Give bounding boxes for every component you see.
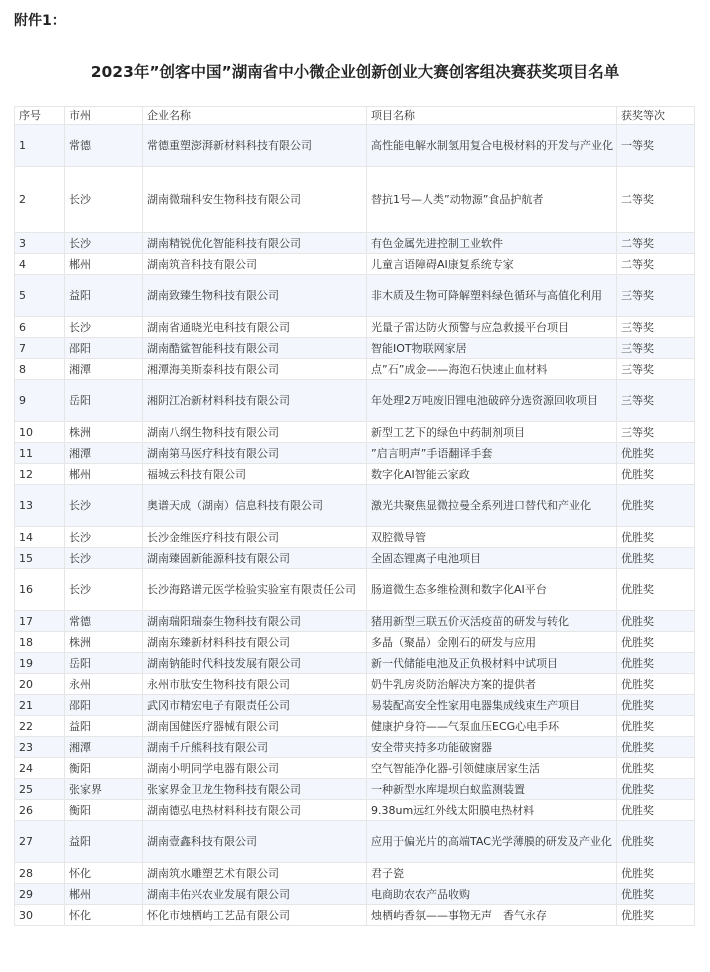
cell-city: 岳阳 — [65, 653, 143, 674]
cell-city: 邵阳 — [65, 338, 143, 359]
cell-city: 郴州 — [65, 254, 143, 275]
cell-company: 湘阴江冶新材料科技有限公司 — [143, 380, 367, 422]
cell-project: 奶牛乳房炎防治解决方案的提供者 — [367, 674, 617, 695]
cell-company: 湖南东臻新材料科技有限公司 — [143, 632, 367, 653]
table-row — [15, 167, 695, 233]
cell-company: 湖南酷鲨智能科技有限公司 — [143, 338, 367, 359]
cell-no: 4 — [15, 254, 65, 275]
cell-no: 30 — [15, 905, 65, 926]
cell-city: 长沙 — [65, 167, 143, 233]
cell-city: 怀化 — [65, 863, 143, 884]
cell-city: 邵阳 — [65, 695, 143, 716]
cell-award: 三等奖 — [617, 359, 695, 380]
cell-award: 优胜奖 — [617, 884, 695, 905]
cell-no: 18 — [15, 632, 65, 653]
header-company: 企业名称 — [143, 107, 367, 125]
cell-city: 怀化 — [65, 905, 143, 926]
cell-project: 猪用新型三联五价灭活疫苗的研发与转化 — [367, 611, 617, 632]
cell-award: 优胜奖 — [617, 863, 695, 884]
cell-no: 14 — [15, 527, 65, 548]
cell-award: 优胜奖 — [617, 485, 695, 527]
cell-project: 一种新型水库堤坝白蚁监测装置 — [367, 779, 617, 800]
cell-city: 长沙 — [65, 548, 143, 569]
cell-no: 5 — [15, 275, 65, 317]
table-row — [15, 632, 695, 653]
cell-no: 24 — [15, 758, 65, 779]
cell-project: 健康护身符——气泵血压ECG心电手环 — [367, 716, 617, 737]
cell-no: 28 — [15, 863, 65, 884]
cell-award: 优胜奖 — [617, 653, 695, 674]
cell-no: 16 — [15, 569, 65, 611]
table-row — [15, 125, 695, 167]
cell-project: 儿童言语障碍AI康复系统专家 — [367, 254, 617, 275]
cell-no: 29 — [15, 884, 65, 905]
cell-project: 烛栖屿香氛——事物无声 香气永存 — [367, 905, 617, 926]
header-no: 序号 — [15, 107, 65, 125]
cell-award: 优胜奖 — [617, 464, 695, 485]
cell-city: 衡阳 — [65, 758, 143, 779]
cell-no: 7 — [15, 338, 65, 359]
cell-project: 双腔微导管 — [367, 527, 617, 548]
cell-city: 株洲 — [65, 422, 143, 443]
table-row — [15, 569, 695, 611]
cell-award: 优胜奖 — [617, 632, 695, 653]
table-row — [15, 716, 695, 737]
cell-city: 岳阳 — [65, 380, 143, 422]
table-row — [15, 905, 695, 926]
table-row — [15, 464, 695, 485]
cell-no: 9 — [15, 380, 65, 422]
cell-company: 湖南丰佑兴农业发展有限公司 — [143, 884, 367, 905]
cell-project: 应用于偏光片的高端TAC光学薄膜的研发及产业化 — [367, 821, 617, 863]
cell-project: 点”石”成金——海泡石快速止血材料 — [367, 359, 617, 380]
table-row — [15, 695, 695, 716]
table-row — [15, 380, 695, 422]
cell-city: 常德 — [65, 125, 143, 167]
attachment-label: 附件1： — [14, 13, 66, 29]
table-row — [15, 527, 695, 548]
cell-award: 优胜奖 — [617, 443, 695, 464]
cell-no: 20 — [15, 674, 65, 695]
table-row — [15, 338, 695, 359]
header-award: 获奖等次 — [617, 107, 695, 125]
cell-company: 湖南德弘电热材料科技有限公司 — [143, 800, 367, 821]
cell-project: 替抗1号—人类”动物源”食品护航者 — [367, 167, 617, 233]
cell-city: 益阳 — [65, 275, 143, 317]
cell-company: 湖南精锐优化智能科技有限公司 — [143, 233, 367, 254]
cell-project: 数字化AI智能云家政 — [367, 464, 617, 485]
cell-no: 1 — [15, 125, 65, 167]
cell-no: 2 — [15, 167, 65, 233]
cell-no: 10 — [15, 422, 65, 443]
cell-award: 优胜奖 — [617, 716, 695, 737]
cell-city: 张家界 — [65, 779, 143, 800]
cell-company: 湖南八纲生物科技有限公司 — [143, 422, 367, 443]
cell-project: 新型工艺下的绿色中药制剂项目 — [367, 422, 617, 443]
cell-city: 湘潭 — [65, 737, 143, 758]
cell-no: 23 — [15, 737, 65, 758]
cell-award: 三等奖 — [617, 380, 695, 422]
table-row — [15, 821, 695, 863]
table-header-row — [15, 107, 695, 125]
cell-project: 9.38um远红外线太阳膜电热材料 — [367, 800, 617, 821]
cell-city: 株洲 — [65, 632, 143, 653]
table-row — [15, 254, 695, 275]
cell-company: 张家界金卫龙生物科技有限公司 — [143, 779, 367, 800]
cell-city: 长沙 — [65, 317, 143, 338]
cell-project: 激光共聚焦显微拉曼全系列进口替代和产业化 — [367, 485, 617, 527]
cell-no: 17 — [15, 611, 65, 632]
cell-award: 三等奖 — [617, 275, 695, 317]
cell-no: 21 — [15, 695, 65, 716]
cell-no: 25 — [15, 779, 65, 800]
cell-project: 空气智能净化器-引领健康居家生活 — [367, 758, 617, 779]
table-row — [15, 422, 695, 443]
cell-project: 全固态锂离子电池项目 — [367, 548, 617, 569]
cell-project: 非木质及生物可降解塑料绿色循环与高值化利用 — [367, 275, 617, 317]
cell-project: 肠道微生态多维检测和数字化AI平台 — [367, 569, 617, 611]
cell-project: 易装配高安全性家用电器集成线束生产项目 — [367, 695, 617, 716]
table-row — [15, 611, 695, 632]
cell-city: 湘潭 — [65, 359, 143, 380]
header-project: 项目名称 — [367, 107, 617, 125]
cell-award: 优胜奖 — [617, 674, 695, 695]
cell-project: 光量子雷达防火预警与应急救援平台项目 — [367, 317, 617, 338]
cell-no: 19 — [15, 653, 65, 674]
cell-award: 优胜奖 — [617, 905, 695, 926]
cell-company: 湖南国健医疗器械有限公司 — [143, 716, 367, 737]
table-row — [15, 443, 695, 464]
table-row — [15, 737, 695, 758]
cell-award: 三等奖 — [617, 338, 695, 359]
table-row — [15, 317, 695, 338]
cell-award: 优胜奖 — [617, 527, 695, 548]
cell-project: ”启言明声”手语翻译手套 — [367, 443, 617, 464]
cell-company: 福城云科技有限公司 — [143, 464, 367, 485]
cell-no: 27 — [15, 821, 65, 863]
cell-project: 智能IOT物联网家居 — [367, 338, 617, 359]
cell-award: 优胜奖 — [617, 779, 695, 800]
table-row — [15, 779, 695, 800]
cell-no: 15 — [15, 548, 65, 569]
cell-company: 怀化市烛栖屿工艺品有限公司 — [143, 905, 367, 926]
cell-project: 有色金属先进控制工业软件 — [367, 233, 617, 254]
cell-company: 湖南致臻生物科技有限公司 — [143, 275, 367, 317]
cell-project: 君子瓷 — [367, 863, 617, 884]
award-table — [14, 106, 695, 926]
cell-company: 湖南省通晓光电科技有限公司 — [143, 317, 367, 338]
cell-company: 湖南筑音科技有限公司 — [143, 254, 367, 275]
cell-company: 湖南小明同学电器有限公司 — [143, 758, 367, 779]
cell-no: 11 — [15, 443, 65, 464]
cell-no: 13 — [15, 485, 65, 527]
cell-city: 常德 — [65, 611, 143, 632]
cell-city: 益阳 — [65, 716, 143, 737]
cell-city: 长沙 — [65, 485, 143, 527]
cell-award: 优胜奖 — [617, 695, 695, 716]
cell-company: 湖南第马医疗科技有限公司 — [143, 443, 367, 464]
cell-award: 优胜奖 — [617, 611, 695, 632]
cell-award: 优胜奖 — [617, 548, 695, 569]
cell-award: 优胜奖 — [617, 821, 695, 863]
table-row — [15, 548, 695, 569]
table-row — [15, 674, 695, 695]
cell-company: 奥谱天成（湖南）信息科技有限公司 — [143, 485, 367, 527]
table-row — [15, 800, 695, 821]
table-row — [15, 758, 695, 779]
cell-city: 湘潭 — [65, 443, 143, 464]
page-title: 2023年”创客中国”湖南省中小微企业创新创业大赛创客组决赛获奖项目名单 — [90, 63, 620, 81]
cell-city: 永州 — [65, 674, 143, 695]
table-row — [15, 884, 695, 905]
cell-company: 长沙海路谱元医学检验实验室有限责任公司 — [143, 569, 367, 611]
table-row — [15, 653, 695, 674]
cell-project: 电商助农农产品收购 — [367, 884, 617, 905]
cell-company: 长沙金维医疗科技有限公司 — [143, 527, 367, 548]
cell-company: 湖南筑水雕塑艺术有限公司 — [143, 863, 367, 884]
cell-city: 长沙 — [65, 569, 143, 611]
table-row — [15, 359, 695, 380]
cell-award: 优胜奖 — [617, 800, 695, 821]
cell-city: 郴州 — [65, 884, 143, 905]
cell-company: 湖南臻固新能源科技有限公司 — [143, 548, 367, 569]
cell-company: 湖南钠能时代科技发展有限公司 — [143, 653, 367, 674]
cell-award: 二等奖 — [617, 167, 695, 233]
cell-company: 永州市肽安生物科技有限公司 — [143, 674, 367, 695]
cell-project: 安全带夹持多功能破窗器 — [367, 737, 617, 758]
cell-award: 二等奖 — [617, 233, 695, 254]
cell-no: 6 — [15, 317, 65, 338]
cell-city: 长沙 — [65, 233, 143, 254]
cell-award: 优胜奖 — [617, 569, 695, 611]
cell-company: 湖南千斤熊科技有限公司 — [143, 737, 367, 758]
cell-no: 12 — [15, 464, 65, 485]
cell-city: 益阳 — [65, 821, 143, 863]
cell-no: 22 — [15, 716, 65, 737]
table-row — [15, 233, 695, 254]
cell-project: 年处理2万吨废旧锂电池破碎分选资源回收项目 — [367, 380, 617, 422]
cell-project: 高性能电解水制氢用复合电极材料的开发与产业化 — [367, 125, 617, 167]
cell-award: 优胜奖 — [617, 758, 695, 779]
cell-project: 多晶（聚晶）金刚石的研发与应用 — [367, 632, 617, 653]
cell-company: 常德重塑澎湃新材料科技有限公司 — [143, 125, 367, 167]
cell-award: 二等奖 — [617, 254, 695, 275]
cell-city: 郴州 — [65, 464, 143, 485]
table-row — [15, 485, 695, 527]
table-row — [15, 863, 695, 884]
cell-company: 武冈市精宏电子有限责任公司 — [143, 695, 367, 716]
cell-award: 一等奖 — [617, 125, 695, 167]
cell-award: 三等奖 — [617, 317, 695, 338]
cell-no: 8 — [15, 359, 65, 380]
cell-company: 湖南瑞阳瑞泰生物科技有限公司 — [143, 611, 367, 632]
header-city: 市州 — [65, 107, 143, 125]
table-row — [15, 275, 695, 317]
cell-award: 优胜奖 — [617, 737, 695, 758]
cell-no: 26 — [15, 800, 65, 821]
cell-city: 衡阳 — [65, 800, 143, 821]
cell-award: 三等奖 — [617, 422, 695, 443]
cell-company: 湖南微瑞科安生物科技有限公司 — [143, 167, 367, 233]
cell-project: 新一代储能电池及正负极材料中试项目 — [367, 653, 617, 674]
cell-no: 3 — [15, 233, 65, 254]
cell-city: 长沙 — [65, 527, 143, 548]
cell-company: 湘潭海美斯泰科技有限公司 — [143, 359, 367, 380]
cell-company: 湖南壹鑫科技有限公司 — [143, 821, 367, 863]
